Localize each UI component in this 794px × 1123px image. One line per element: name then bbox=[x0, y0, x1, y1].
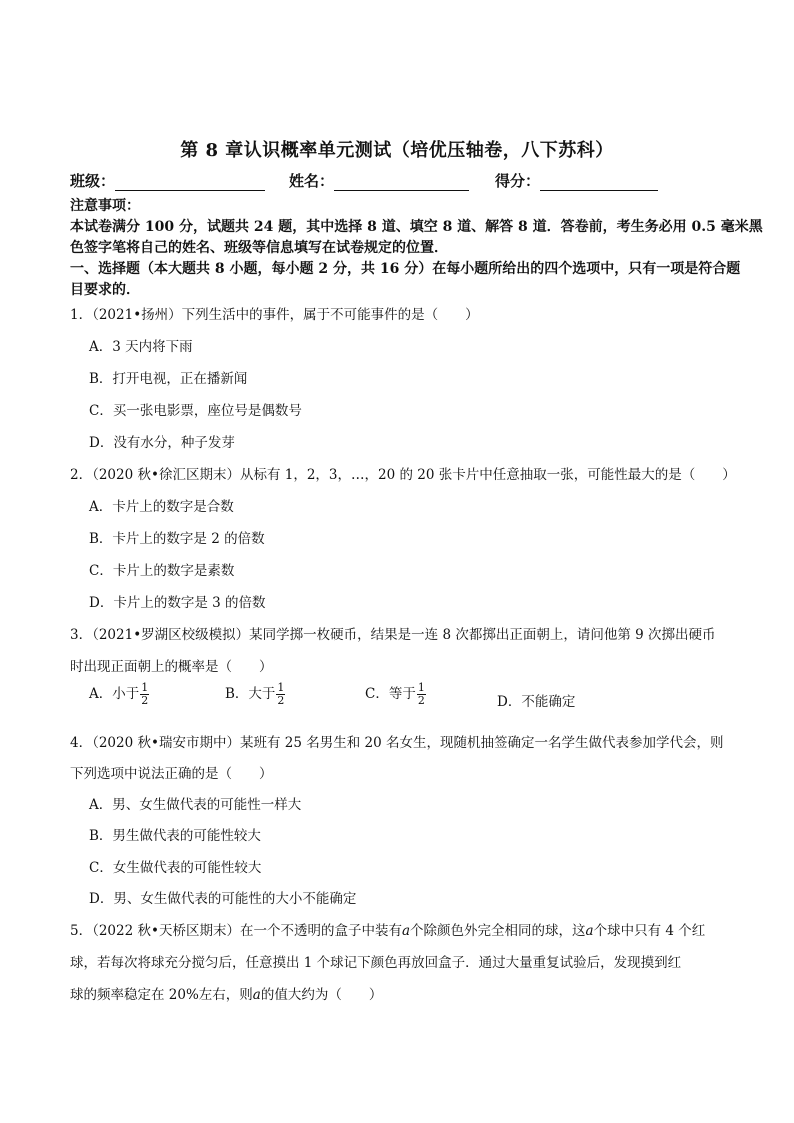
score-label: 得分： bbox=[495, 172, 541, 190]
q5-text-c: 个球中只有 4 个红 bbox=[593, 923, 706, 939]
question-3-stem-line-2: 时出现正面朝上的概率是（ ） bbox=[70, 659, 273, 675]
q5-text-a: 5．（2022 秋•天桥区期末）在一个不透明的盒子中装有 bbox=[70, 923, 402, 939]
question-4-option-d: D．男、女生做代表的可能性的大小不能确定 bbox=[89, 891, 357, 907]
question-4-option-c: C．女生做代表的可能性较大 bbox=[89, 860, 262, 876]
fraction-one-half: $\frac{1}{2}$ bbox=[141, 681, 149, 707]
fraction-one-half: $\frac{1}{2}$ bbox=[417, 681, 425, 707]
question-4-stem-line-1: 4．（2020 秋•瑞安市期中）某班有 25 名男生和 20 名女生，现随机抽签确定一名学生做代表参加学代会，则 bbox=[70, 735, 724, 751]
student-info-row bbox=[70, 170, 658, 191]
question-1-option-c: C．买一张电影票，座位号是偶数号 bbox=[89, 403, 302, 419]
question-3-option-c bbox=[365, 682, 426, 707]
option-b-prefix: B．大于 bbox=[225, 686, 276, 702]
name-blank[interactable] bbox=[334, 174, 469, 191]
option-c-prefix: C．等于 bbox=[365, 686, 416, 702]
question-2-option-d: D．卡片上的数字是 3 的倍数 bbox=[89, 595, 266, 611]
class-blank[interactable] bbox=[115, 174, 265, 191]
question-5-stem-line-1 bbox=[70, 919, 705, 939]
q5-text-e: 的值大约为（ ） bbox=[260, 987, 383, 1003]
notes-line-2: 色签字笔将自己的姓名、班级等信息填写在试卷规定的位置． bbox=[70, 240, 448, 256]
notes-line-1: 本试卷满分 100 分，试题共 24 题，其中选择 8 道、填空 8 道、解答 8 道．答卷前，考生务必用 0.5 毫米黑 bbox=[70, 219, 763, 235]
question-3-options bbox=[89, 682, 689, 716]
question-2-option-a: A．卡片上的数字是合数 bbox=[89, 499, 234, 515]
class-label: 班级： bbox=[70, 172, 116, 190]
question-4-option-a: A．男、女生做代表的可能性一样大 bbox=[89, 797, 302, 813]
question-2-option-c: C．卡片上的数字是素数 bbox=[89, 563, 235, 579]
variable-a: a bbox=[585, 923, 594, 939]
question-1-stem: 1．（2021•扬州）下列生活中的事件，属于不可能事件的是（ ） bbox=[70, 307, 479, 323]
question-3-option-a bbox=[89, 682, 149, 707]
question-5-stem-line-2: 球，若每次将球充分搅匀后，任意摸出 1 个球记下颜色再放回盒子．通过大量重复试验后，发现摸到红 bbox=[70, 955, 682, 971]
section1-heading-line-1: 一、选择题（本大题共 8 小题，每小题 2 分，共 16 分）在每小题所给出的四个选项中，只有一项是符合题 bbox=[70, 261, 741, 277]
question-5-stem-line-3 bbox=[70, 983, 382, 1003]
name-label: 姓名： bbox=[289, 172, 335, 190]
fraction-one-half: $\frac{1}{2}$ bbox=[277, 681, 285, 707]
section1-heading-line-2: 目要求的． bbox=[70, 282, 140, 298]
question-3-option-b bbox=[225, 682, 285, 707]
question-2-stem: 2．（2020 秋•徐汇区期末）从标有 1，2，3，…，20 的 20 张卡片中任意抽取一张，可能性最大的是（ ） bbox=[70, 467, 736, 483]
score-blank[interactable] bbox=[540, 174, 658, 191]
question-1-option-a: A．3 天内将下雨 bbox=[89, 339, 193, 355]
question-3-stem-line-1: 3．（2021•罗湖区校级模拟）某同学掷一枚硬币，结果是一连 8 次都掷出正面朝上，请问他第 9 次掷出硬币 bbox=[70, 627, 716, 643]
question-4-stem-line-2: 下列选项中说法正确的是（ ） bbox=[70, 766, 273, 782]
question-2-option-b: B．卡片上的数字是 2 的倍数 bbox=[89, 531, 265, 547]
question-4-option-b: B．男生做代表的可能性较大 bbox=[89, 828, 261, 844]
option-a-prefix: A．小于 bbox=[89, 686, 140, 702]
page-title: 第 8 章认识概率单元测试（培优压轴卷，八下苏科） bbox=[180, 140, 614, 161]
variable-a: a bbox=[401, 923, 411, 939]
question-1-option-d: D．没有水分，种子发芽 bbox=[89, 435, 235, 451]
notes-heading: 注意事项： bbox=[70, 198, 140, 214]
question-3-option-d: D．不能确定 bbox=[497, 694, 576, 710]
q5-text-b: 个除颜色外完全相同的球，这 bbox=[410, 923, 586, 939]
q5-text-d: 球的频率稳定在 20%左右，则 bbox=[70, 987, 253, 1003]
question-1-option-b: B．打开电视，正在播新闻 bbox=[89, 371, 248, 387]
variable-a: a bbox=[252, 987, 261, 1003]
